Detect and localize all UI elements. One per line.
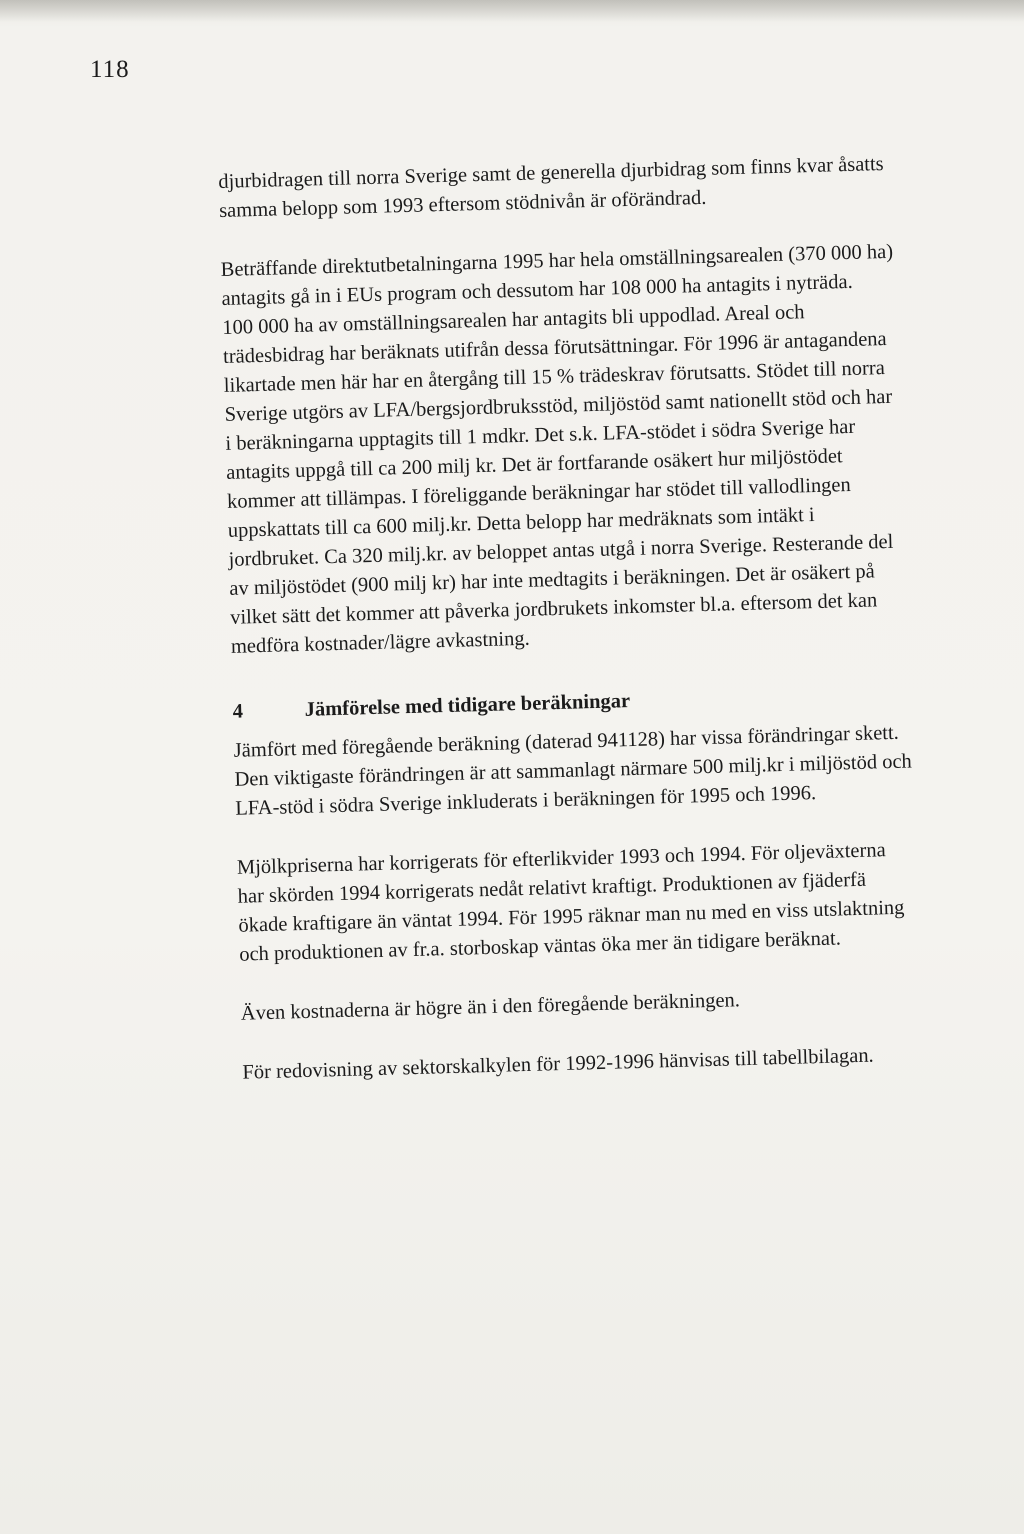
text-line: samma belopp som 1993 eftersom stödnivån är oförändrad. bbox=[218, 186, 707, 222]
text-line: Jämfört med föregående beräkning (daterad 941128) har vissa förändringar skett. bbox=[233, 721, 900, 762]
text-line: i beräkningarna upptagits till 1 mdkr. Det s.k. LFA-stödet i södra Sverige har bbox=[225, 415, 856, 455]
text-line: Den viktigaste förändringen är att sammanlagt närmare 500 milj.kr i miljöstöd och bbox=[234, 750, 913, 791]
text-line: Sverige utgörs av LFA/bergsjordbruksstöd, miljöstöd samt nationellt stöd och har bbox=[224, 385, 893, 426]
paragraph-jamfort bbox=[233, 716, 995, 824]
text-line: Även kostnaderna är högre än i den föregående beräkningen. bbox=[240, 989, 741, 1025]
text-line: likartade men här har en återgång till 15 % trädeskrav förutsatts. Stödet till norra bbox=[223, 357, 886, 397]
text-line: 100 000 ha av omställningsarealen har antagits bli uppodlad. Areal och bbox=[222, 301, 805, 339]
text-line: kommer att tillämpas. I föreliggande beräkningar har stödet till vallodlingen bbox=[226, 474, 852, 513]
paragraph-djurbidrag bbox=[218, 147, 979, 226]
paragraph-direktutbetalningar bbox=[220, 235, 991, 661]
text-line: antagits uppgå till ca 200 milj kr. Det är fortfarande osäkert hur miljöstödet bbox=[225, 445, 843, 484]
text-line: LFA-stöd i södra Sverige inkluderats i beräkningen för 1995 och 1996. bbox=[235, 782, 817, 820]
text-line: uppskattats till ca 600 milj.kr. Detta belopp har medräknats som intäkt i bbox=[227, 503, 815, 542]
text-line: Mjölkpriserna har korrigerats för efterlikvider 1993 och 1994. För oljeväxterna bbox=[236, 839, 886, 879]
text-line: jordbruket. Ca 320 milj.kr. av beloppet antas utgå i norra Sverige. Resterande del bbox=[228, 530, 894, 571]
page-number: 118 bbox=[90, 56, 130, 83]
text-line: har skörden 1994 korrigerats nedåt relativt kraftigt. Produktionen av fjäderfä bbox=[237, 868, 867, 908]
scan-edge-shadow bbox=[0, 0, 1024, 22]
paragraph-redovisning bbox=[242, 1038, 1003, 1088]
section-number: 4 bbox=[232, 700, 244, 723]
text-line: djurbidragen till norra Sverige samt de generella djurbidrag som finns kvar åsatts bbox=[218, 152, 884, 193]
text-line: Beträffande direktutbetalningarna 1995 har hela omställningsarealen (370 000 ha) bbox=[220, 240, 894, 281]
text-line: vilket sätt det kommer att påverka jordbrukets inkomster bl.a. eftersom det kan bbox=[229, 589, 878, 629]
paragraph-kostnader bbox=[241, 979, 1002, 1029]
section-title: Jämförelse med tidigare beräkningar bbox=[304, 690, 631, 721]
page-body bbox=[218, 147, 1003, 1087]
text-line: och produktionen av fr.a. storboskap väntas öka mer än tidigare beräknat. bbox=[238, 927, 842, 966]
text-line: För redovisning av sektorskalkylen för 1992-1996 hänvisas till tabellbilagan. bbox=[242, 1044, 874, 1084]
text-line: medföra kostnader/lägre avkastning. bbox=[230, 627, 531, 658]
text-line: av miljöstödet (900 milj kr) har inte medtagits i beräkningen. Det är osäkert på bbox=[229, 560, 876, 600]
text-line: trädesbidrag har beräknats utifrån dessa förutsättningar. För 1996 är antagandena bbox=[222, 327, 887, 368]
text-line: antagits gå in i EUs program och dessutom har 108 000 ha antagits i nyträda. bbox=[221, 270, 854, 310]
text-line: ökade kraftigare än väntat 1994. För 1995 räknar man nu med en viss utslaktning bbox=[238, 896, 905, 937]
paragraph-mjolkpriser bbox=[237, 833, 1000, 970]
